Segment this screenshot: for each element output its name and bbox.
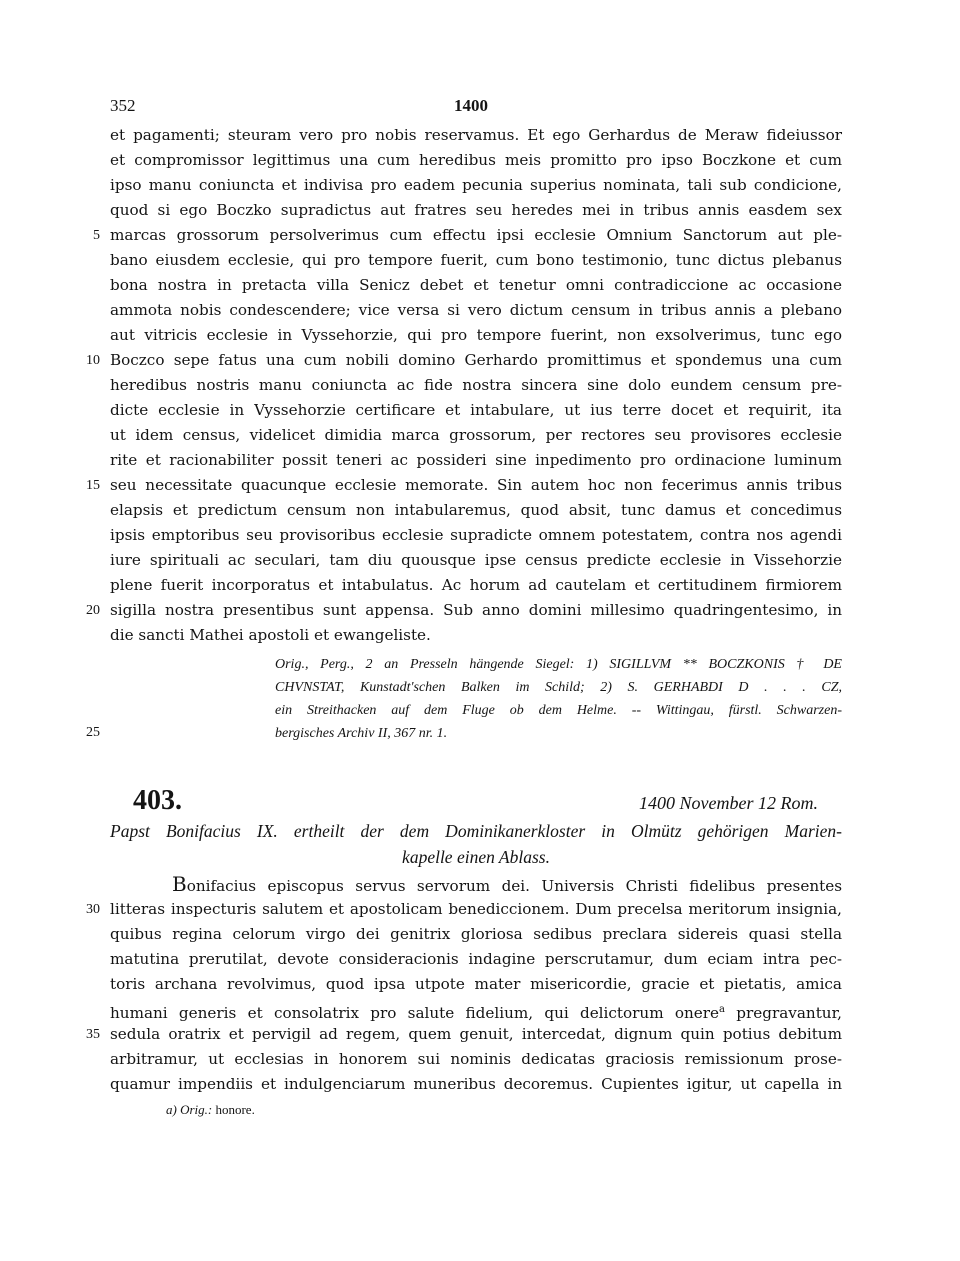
line-number: 20 (86, 603, 100, 618)
footnote-text: honore. (212, 1102, 255, 1117)
document-number: 403. (133, 785, 182, 816)
footnote (166, 1100, 255, 1120)
text-line: ammota nobis condescendere; vice versa si vero dictum censum in tribus annis a plebano (110, 301, 842, 319)
line-number: 30 (86, 902, 100, 917)
initial-letter: B (172, 872, 187, 896)
text-line: quibus regina celorum virgo dei genitrix gloriosa sedibus preclara sidereis quasi stella (110, 925, 842, 943)
source-note-line: Orig., Perg., 2 an Presseln hängende Siegel: 1) SIGILLVM ** BOCZKONIS † DE (275, 657, 842, 672)
line-number: 10 (86, 353, 100, 368)
text-line: arbitramur, ut ecclesias in honorem sui nominis dedicatas graciosis remissionum prose- (110, 1050, 842, 1068)
text-line: sedula oratrix et pervigil ad regem, quem genuit, intercedat, dignum quin potius debitum (110, 1025, 842, 1043)
text-line: elapsis et predictum censum non intabularemus, quod absit, tunc damus et concedimus (110, 501, 842, 519)
text-line: toris archana revolvimus, quod ipsa utpote mater misericordie, gracie et pietatis, amica (110, 975, 842, 993)
text-line: heredibus nostris manu coniuncta ac fide nostra sincera sine dolo eundem censum pre- (110, 376, 842, 394)
text-segment: pregravantur, (725, 1004, 842, 1023)
text-line: et pagamenti; steuram vero pro nobis reservamus. Et ego Gerhardus de Meraw fideiussor (110, 126, 842, 144)
footnote-marker: a (719, 1004, 725, 1015)
text-segment: humani generis et consolatrix pro salute fidelium, qui delictorum onere (110, 1004, 720, 1023)
text-line: seu necessitate quacunque ecclesie memorate. Sin autem hoc non fecerimus annis tribus (110, 476, 842, 494)
text-line: bano eiusdem ecclesie, qui pro tempore fuerit, cum bono testimonio, tunc dictus plebanus (110, 251, 842, 269)
text-line-rest: onifacius episcopus servus servorum dei. Universis Christi fidelibus presentes (186, 877, 842, 895)
document-date: 1400 November 12 Rom. (639, 793, 818, 813)
footnote-label: a) Orig.: (166, 1102, 213, 1117)
text-line: bona nostra in pretacta villa Senicz debet et tenetur omni contradiccione ac occasione (110, 276, 842, 294)
text-line: plene fuerit incorporatus et intabulatus. Ac horum ad cautelam et certitudinem firmiorem (110, 576, 842, 594)
text-line: ut idem census, videlicet dimidia marca grossorum, per rectores seu provisores ecclesie (110, 426, 842, 444)
text-line: die sancti Mathei apostoli et ewangeliste. (110, 626, 431, 644)
running-head: 1400 (454, 96, 488, 115)
text-line: dicte ecclesie in Vyssehorzie certificare et intabulare, ut ius terre docet et requirit, ita (110, 401, 842, 419)
text-line: et compromissor legittimus una cum heredibus meis promitto pro ipso Boczkone et cum (110, 151, 842, 169)
text-line: marcas grossorum persolverimus cum effectu ipsi ecclesie Omnium Sanctorum aut ple- (110, 226, 842, 244)
source-note-line: bergisches Archiv II, 367 nr. 1. (275, 726, 448, 741)
regest-line: kapelle einen Ablass. (402, 847, 550, 867)
text-line-with-note-marker (110, 997, 842, 1022)
page-number: 352 (110, 96, 136, 115)
text-line: litteras inspecturis salutem et apostolicam benediccionem. Dum precelsa meritorum insignia, (110, 900, 842, 918)
text-line: iure spirituali ac seculari, tam diu quousque ipse census predicte ecclesie in Vissehorzie (110, 551, 842, 569)
regest-line: Papst Bonifacius IX. ertheilt der dem Dominikanerkloster in Olmütz gehörigen Marien- (110, 821, 842, 841)
source-note-line: ein Streithacken auf dem Fluge ob dem Helme. -- Wittingau, fürstl. Schwarzen- (275, 703, 842, 718)
text-line: matutina prerutilat, devote consideracionis indagine perscrutamur, dum eciam intra pec- (110, 950, 842, 968)
text-line: ipso manu coniuncta et indivisa pro eadem pecunia superius nominata, tali sub condicione, (110, 176, 842, 194)
text-line: quamur impendiis et indulgenciarum muneribus decoremus. Cupientes igitur, ut capella in (110, 1075, 842, 1093)
source-note-line: CHVNSTAT, Kunstadt'schen Balken im Schild; 2) S. GERHABDI D . . . CZ, (275, 680, 842, 695)
line-number: 35 (86, 1027, 100, 1042)
text-line: sigilla nostra presentibus sunt appensa. Sub anno domini millesimo quadringentesimo, in (110, 601, 842, 619)
text-line: quod si ego Boczko supradictus aut fratres seu heredes mei in tribus annis easdem sex (110, 201, 842, 219)
line-number: 5 (93, 228, 100, 243)
line-number: 25 (86, 725, 100, 740)
text-line: Boczco sepe fatus una cum nobili domino Gerhardo promittimus et spondemus una cum (110, 351, 842, 369)
line-number: 15 (86, 478, 100, 493)
text-line: rite et racionabiliter possit teneri ac possideri sine inpedimento pro ordinacione luminum (110, 451, 842, 469)
text-line: ipsis emptoribus seu provisoribus ecclesie supradicte omnem potestatem, contra nos agendi (110, 526, 842, 544)
text-line-first (172, 872, 842, 897)
text-line: aut vitricis ecclesie in Vyssehorzie, qui pro tempore fuerint, non exsolverimus, tunc ego (110, 326, 842, 344)
